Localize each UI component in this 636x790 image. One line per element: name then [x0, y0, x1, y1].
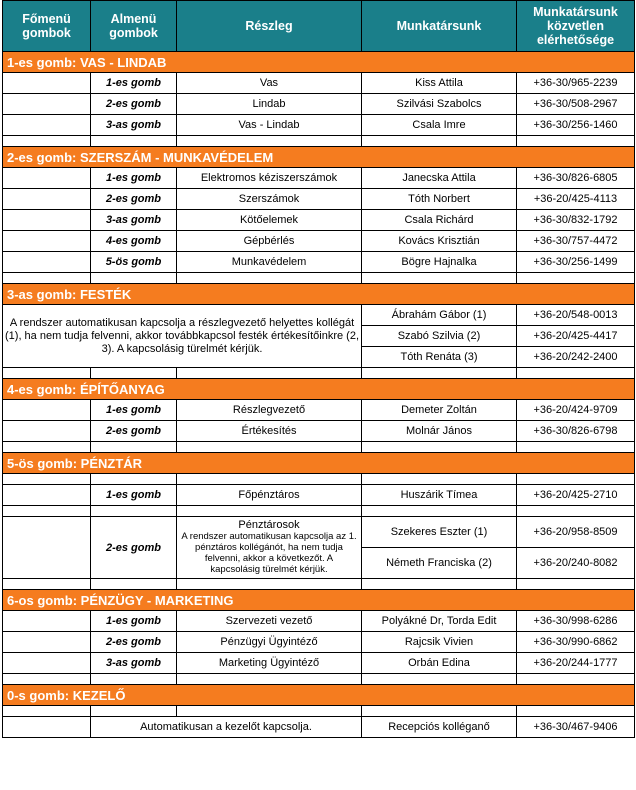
colleague-cell: Csala Imre [362, 115, 517, 136]
department-cell: Részlegvezető [177, 400, 362, 421]
table-row [3, 611, 635, 632]
section-title: 3-as gomb: FESTÉK [3, 284, 635, 305]
department-title: Pénztárosok [238, 519, 300, 531]
sub-button-cell: 3-as gomb [91, 115, 177, 136]
spacer-row [3, 273, 635, 284]
section-header-row [3, 52, 635, 73]
table-row [3, 94, 635, 115]
sub-button-cell: 5-ös gomb [91, 252, 177, 273]
spacer-row [3, 674, 635, 685]
phone-cell: +36-30/256-1499 [517, 252, 635, 273]
department-cell [177, 517, 362, 579]
section-title: 0-s gomb: KEZELŐ [3, 685, 635, 706]
table-row [3, 717, 635, 738]
colleague-cell: Kovács Krisztián [362, 231, 517, 252]
table-row [3, 653, 635, 674]
department-cell: Vas - Lindab [177, 115, 362, 136]
department-cell: Főpénztáros [177, 485, 362, 506]
colleague-cell: Tóth Norbert [362, 189, 517, 210]
department-cell: Lindab [177, 94, 362, 115]
department-cell: Szerszámok [177, 189, 362, 210]
section-header-row [3, 590, 635, 611]
phone-cell: +36-20/244-1777 [517, 653, 635, 674]
spacer-row [3, 506, 635, 517]
section-header-row [3, 685, 635, 706]
phone-cell: +36-30/256-1460 [517, 115, 635, 136]
phone-cell: +36-20/548-0013 [517, 305, 635, 326]
sub-button-cell: 2-es gomb [91, 517, 177, 579]
colleague-cell: Orbán Edina [362, 653, 517, 674]
phone-cell: +36-20/424-9709 [517, 400, 635, 421]
spacer-row [3, 442, 635, 453]
table-row [3, 517, 635, 548]
col-header-department: Részleg [177, 1, 362, 52]
phone-cell: +36-30/757-4472 [517, 231, 635, 252]
colleague-cell: Tóth Renáta (3) [362, 347, 517, 368]
phone-cell: +36-30/826-6805 [517, 168, 635, 189]
section-title: 1-es gomb: VAS - LINDAB [3, 52, 635, 73]
section-header-row [3, 453, 635, 474]
section-title: 6-os gomb: PÉNZÜGY - MARKETING [3, 590, 635, 611]
phone-cell: +36-20/425-2710 [517, 485, 635, 506]
phone-cell: +36-30/998-6286 [517, 611, 635, 632]
colleague-cell: Molnár János [362, 421, 517, 442]
colleague-cell: Szekeres Eszter (1) [362, 517, 517, 548]
department-cell: Gépbérlés [177, 231, 362, 252]
section-header-row [3, 147, 635, 168]
department-cell: Marketing Ügyintéző [177, 653, 362, 674]
table-row [3, 189, 635, 210]
phone-directory-table [2, 0, 635, 738]
colleague-cell: Janecska Attila [362, 168, 517, 189]
sub-button-cell: 4-es gomb [91, 231, 177, 252]
department-cell: Szervezeti vezető [177, 611, 362, 632]
forwarding-note: A rendszer automatikusan kapcsolja a részlegvezető helyettes kollégát (1), ha nem tudja felvenni, akkor továbbkapcsol festék értékesítőinkre (2, 3). A kapcsolásig türelmét kérjük. [3, 305, 362, 368]
sub-button-cell: 1-es gomb [91, 168, 177, 189]
table-row [3, 252, 635, 273]
department-cell: Elektromos kéziszerszámok [177, 168, 362, 189]
sub-button-cell: 3-as gomb [91, 653, 177, 674]
colleague-cell: Kiss Attila [362, 73, 517, 94]
colleague-cell: Huszárik Tímea [362, 485, 517, 506]
sub-button-cell: 2-es gomb [91, 94, 177, 115]
sub-button-cell: 1-es gomb [91, 400, 177, 421]
colleague-cell: Ábrahám Gábor (1) [362, 305, 517, 326]
phone-cell: +36-30/467-9406 [517, 717, 635, 738]
phone-cell: +36-20/425-4113 [517, 189, 635, 210]
table-row [3, 400, 635, 421]
colleague-cell: Polyákné Dr, Torda Edit [362, 611, 517, 632]
col-header-sub-menu: Almenü gombok [91, 1, 177, 52]
phone-cell: +36-20/242-2400 [517, 347, 635, 368]
section-title: 2-es gomb: SZERSZÁM - MUNKAVÉDELEM [3, 147, 635, 168]
department-cell: Kötőelemek [177, 210, 362, 231]
col-header-direct-contact: Munkatársunk közvetlen elérhetősége [517, 1, 635, 52]
phone-cell: +36-30/826-6798 [517, 421, 635, 442]
forwarding-note: A rendszer automatikusan kapcsolja az 1. pénztáros kollégánót, ha nem tudja felvenni, akkor a következőt. A kapcsolásig türelmét kérjük. [181, 531, 357, 575]
phone-cell: +36-30/990-6862 [517, 632, 635, 653]
sub-button-cell: 2-es gomb [91, 421, 177, 442]
table-row [3, 73, 635, 94]
col-header-main-menu: Főmenü gombok [3, 1, 91, 52]
spacer-row [3, 474, 635, 485]
sub-button-cell: 1-es gomb [91, 73, 177, 94]
sub-button-cell: 1-es gomb [91, 611, 177, 632]
table-row [3, 231, 635, 252]
table-row [3, 305, 635, 326]
phone-cell: +36-20/425-4417 [517, 326, 635, 347]
section-title: 5-ös gomb: PÉNZTÁR [3, 453, 635, 474]
table-row [3, 632, 635, 653]
colleague-cell: Csala Richárd [362, 210, 517, 231]
spacer-row [3, 579, 635, 590]
department-cell: Munkavédelem [177, 252, 362, 273]
operator-note: Automatikusan a kezelőt kapcsolja. [91, 717, 362, 738]
colleague-cell: Szabó Szilvia (2) [362, 326, 517, 347]
department-cell: Vas [177, 73, 362, 94]
department-cell: Pénzügyi Ügyintéző [177, 632, 362, 653]
table-row [3, 115, 635, 136]
colleague-cell: Rajcsik Vivien [362, 632, 517, 653]
table-row [3, 485, 635, 506]
colleague-cell: Recepciós kolléganő [362, 717, 517, 738]
table-header-row [3, 1, 635, 52]
section-header-row [3, 284, 635, 305]
spacer-row [3, 706, 635, 717]
phone-cell: +36-20/958-8509 [517, 517, 635, 548]
phone-cell: +36-30/832-1792 [517, 210, 635, 231]
sub-button-cell: 2-es gomb [91, 632, 177, 653]
department-cell: Értékesítés [177, 421, 362, 442]
colleague-cell: Németh Franciska (2) [362, 548, 517, 579]
sub-button-cell: 3-as gomb [91, 210, 177, 231]
phone-cell: +36-20/240-8082 [517, 548, 635, 579]
table-row [3, 210, 635, 231]
colleague-cell: Bögre Hajnalka [362, 252, 517, 273]
sub-button-cell: 1-es gomb [91, 485, 177, 506]
section-title: 4-es gomb: ÉPÍTŐANYAG [3, 379, 635, 400]
colleague-cell: Szilvási Szabolcs [362, 94, 517, 115]
sub-button-cell: 2-es gomb [91, 189, 177, 210]
colleague-cell: Demeter Zoltán [362, 400, 517, 421]
section-header-row [3, 379, 635, 400]
table-row [3, 421, 635, 442]
spacer-row [3, 368, 635, 379]
table-row [3, 168, 635, 189]
phone-cell: +36-30/965-2239 [517, 73, 635, 94]
col-header-colleague: Munkatársunk [362, 1, 517, 52]
phone-cell: +36-30/508-2967 [517, 94, 635, 115]
spacer-row [3, 136, 635, 147]
